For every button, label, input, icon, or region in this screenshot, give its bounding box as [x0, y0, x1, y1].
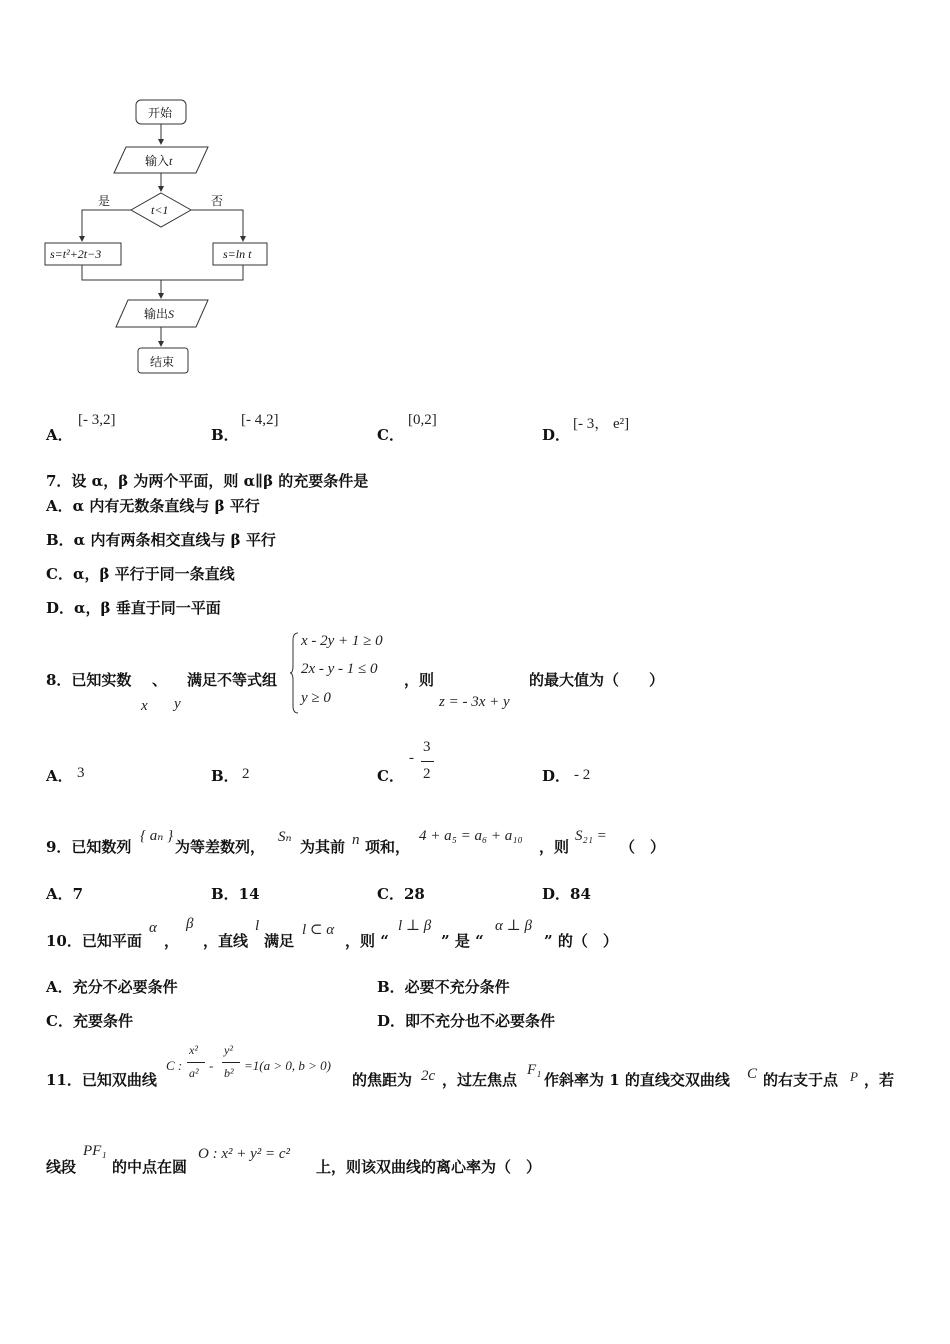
q10-beta: β — [186, 916, 194, 932]
q10-stem-e: ” 是 “ — [441, 932, 484, 950]
q8-stem-a: 8．已知实数 — [46, 671, 132, 689]
q6-option-d-label[interactable]: D． — [542, 426, 571, 444]
q8-option-b-label[interactable]: B． — [211, 767, 239, 785]
q11-f1: F₁ — [527, 1062, 542, 1078]
q11-eq-tail: =1(a > 0, b > 0) — [244, 1058, 331, 1073]
q11-focal: 2c — [421, 1068, 436, 1084]
q11-circle: O : x² + y² = c² — [198, 1146, 291, 1162]
q11-stem-d: 作斜率为 1 的直线交双曲线 — [544, 1071, 730, 1089]
q6-option-b-label[interactable]: B． — [211, 426, 239, 444]
q11-line2-a: 线段 — [46, 1158, 77, 1176]
q11-frac-bar-2 — [222, 1062, 240, 1063]
q11-p: P — [850, 1069, 858, 1084]
q8-option-d-value: - 2 — [574, 767, 591, 783]
q8-option-a-label[interactable]: A． — [46, 767, 73, 785]
q11-a2: a² — [189, 1066, 199, 1080]
q9-equation: 4 + a₅ = a₆ + a₁₀ — [419, 828, 523, 844]
q10-line-l: l — [255, 918, 260, 934]
q10-option-c[interactable]: C．充要条件 — [46, 1012, 133, 1030]
q9-seq: { aₙ } — [140, 828, 174, 844]
q10-option-d[interactable]: D．即不充分也不必要条件 — [377, 1012, 556, 1030]
q11-c: C — [747, 1066, 758, 1082]
q10-stem-c: 满足 — [264, 932, 295, 950]
q11-line2-c: 上，则该双曲线的离心率为（ ） — [316, 1158, 542, 1176]
q10-option-a[interactable]: A．充分不必要条件 — [46, 978, 178, 996]
q11-line2-b: 的中点在圆 — [112, 1158, 188, 1176]
input-label: 输入t — [145, 154, 173, 168]
q9-stem-e: ，则 — [539, 838, 570, 856]
q8-stem-c: 满足不等式组 — [187, 671, 278, 689]
q7-stem: 7．设 α，β 为两个平面，则 α∥β 的充要条件是 — [46, 472, 369, 490]
q6-option-c-label[interactable]: C． — [377, 426, 404, 444]
q11-stem-c: ，过左焦点 — [442, 1071, 518, 1089]
q9-s21: S₂₁ = — [575, 828, 607, 844]
q10-p1: l ⊥ β — [398, 918, 432, 934]
q11-b2: b² — [224, 1066, 234, 1080]
q10-condition: l ⊂ α — [302, 922, 335, 938]
q9-stem-d: 项和， — [365, 838, 411, 856]
q10-stem-f: ” 的（ ） — [544, 932, 618, 950]
q10-stem-b: ，直线 — [203, 932, 249, 950]
q9-sn: Sₙ — [278, 829, 292, 845]
q7-option-c[interactable]: C．α，β 平行于同一条直线 — [46, 565, 235, 583]
q8-option-c-sign: - — [409, 750, 414, 766]
q8-option-c-fraction-bar — [421, 761, 434, 762]
q8-var-x: x — [141, 698, 148, 714]
q8-stem-e: 的最大值为（ ） — [529, 671, 665, 689]
q8-ineq-1: x - 2y + 1 ≥ 0 — [301, 633, 383, 649]
q11-stem-a: 11．已知双曲线 — [46, 1071, 157, 1089]
start-label: 开始 — [148, 106, 173, 120]
q11-curve-c: C : — [166, 1058, 183, 1073]
flowchart — [40, 95, 280, 385]
yes-label: 是 — [98, 194, 111, 208]
q9-stem-f: （ ） — [620, 838, 666, 856]
q8-option-c-den: 2 — [423, 766, 431, 782]
q6-option-b-value: [- 4,2] — [241, 412, 279, 428]
q10-stem-d: ，则 “ — [345, 932, 389, 950]
q7-option-a[interactable]: A．α 内有无数条直线与 β 平行 — [46, 497, 260, 515]
q10-comma: ， — [164, 932, 180, 950]
q8-option-d-label[interactable]: D． — [542, 767, 571, 785]
q10-p2: α ⊥ β — [495, 918, 532, 934]
q7-option-d[interactable]: D．α，β 垂直于同一平面 — [46, 599, 221, 617]
q11-pf1: PF₁ — [83, 1143, 107, 1159]
q11-y2: y² — [224, 1043, 233, 1057]
q6-option-a-label[interactable]: A． — [46, 426, 73, 444]
q9-stem-c: 为其前 — [300, 838, 346, 856]
q6-option-a-value: [- 3,2] — [78, 412, 116, 428]
yes-box-label: s=t²+2t−3 — [50, 247, 102, 261]
q11-minus: - — [209, 1058, 214, 1073]
q9-stem-b: 为等差数列， — [175, 838, 266, 856]
q8-brace — [289, 632, 299, 714]
q8-option-a-value: 3 — [77, 765, 85, 781]
q8-objective: z = - 3x + y — [439, 694, 510, 710]
no-label: 否 — [211, 194, 224, 208]
q8-ineq-3: y ≥ 0 — [301, 690, 331, 706]
q8-ineq-2: 2x - y - 1 ≤ 0 — [301, 661, 378, 677]
q7-option-b[interactable]: B．α 内有两条相交直线与 β 平行 — [46, 531, 276, 549]
no-box-label: s=ln t — [223, 247, 252, 261]
q6-option-d-value: [- 3， e²] — [573, 416, 630, 432]
q8-stem-d: ，则 — [404, 671, 435, 689]
q8-option-c-num: 3 — [423, 739, 431, 755]
q8-option-b-value: 2 — [242, 766, 250, 782]
q11-frac-bar-1 — [187, 1062, 205, 1063]
output-label: 输出S — [144, 307, 175, 321]
q8-option-c-label[interactable]: C． — [377, 767, 404, 785]
q10-stem-a: 10．已知平面 — [46, 932, 142, 950]
end-label: 结束 — [150, 355, 175, 369]
q10-alpha: α — [149, 920, 157, 936]
q8-stem-b: 、 — [152, 671, 168, 689]
q11-stem-b: 的焦距为 — [352, 1071, 413, 1089]
q11-stem-e: 的右支于点 — [763, 1071, 839, 1089]
q9-option-a[interactable]: A．7 — [46, 885, 84, 903]
q10-option-b[interactable]: B．必要不充分条件 — [377, 978, 510, 996]
q9-option-c[interactable]: C．28 — [377, 885, 425, 903]
q11-stem-f: ，若 — [864, 1071, 895, 1089]
q9-option-d[interactable]: D．84 — [542, 885, 591, 903]
q8-var-y: y — [174, 696, 181, 712]
q9-option-b[interactable]: B．14 — [211, 885, 260, 903]
q6-option-c-value: [0,2] — [408, 412, 437, 428]
q9-n: n — [352, 832, 360, 848]
q11-x2: x² — [189, 1043, 198, 1057]
q9-stem-a: 9．已知数列 — [46, 838, 132, 856]
condition-label: t<1 — [151, 203, 169, 217]
